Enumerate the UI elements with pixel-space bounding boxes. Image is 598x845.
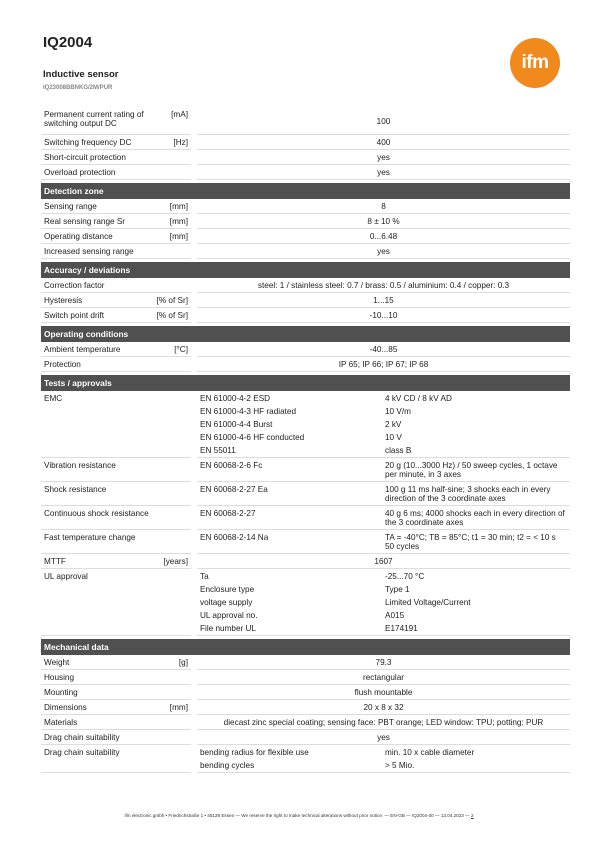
- spec-label: Hysteresis: [44, 296, 83, 305]
- spec-row: [41, 151, 570, 166]
- spec-value: 100: [197, 108, 570, 135]
- spec-unit: [mA]: [171, 110, 188, 119]
- spec-label: Mounting: [44, 688, 78, 697]
- spec-row: [41, 230, 570, 245]
- spec-unit: [Hz]: [173, 138, 188, 147]
- spec-value: 400: [197, 136, 570, 150]
- spec-row: [41, 200, 570, 215]
- emc-value: 10 V/m: [385, 407, 411, 416]
- spec-label: Dimensions: [44, 703, 87, 712]
- test-std: EN 60068-2-27: [200, 509, 256, 518]
- spec-row-ul: [41, 570, 570, 637]
- test-std: EN 60068-2-27 Ea: [200, 485, 268, 494]
- footer-text: ifm electronic gmbh • Friedrichstraße 1 • 45128 Essen — We reserve the right to make technical alterations without prior notice. — EN-GB — IQ2004-00 — 13.04.2023 —: [124, 813, 470, 818]
- spec-row: [41, 166, 570, 181]
- section-operating-conditions: Operating conditions: [41, 326, 570, 342]
- spec-label: Real sensing range Sr: [44, 217, 126, 226]
- section-mechanical-data: Mechanical data: [41, 639, 570, 655]
- spec-unit: [mm]: [169, 217, 188, 226]
- spec-label: MTTF: [44, 557, 66, 566]
- spec-label: Switch point drift: [44, 311, 105, 320]
- emc-value: 4 kV CD / 8 kV AD: [385, 394, 452, 403]
- drag-value: min. 10 x cable diameter: [385, 748, 475, 757]
- spec-row-emc: [41, 392, 570, 459]
- ul-std: Enclosure type: [200, 585, 255, 594]
- spec-row: [41, 279, 570, 294]
- product-subtitle: Inductive sensor: [43, 69, 119, 80]
- ul-value: -25...70 °C: [385, 572, 425, 581]
- ifm-logo: [510, 38, 560, 88]
- spec-row: [41, 656, 570, 671]
- article-number: IQ23008BBNKG/2M/PUR: [43, 85, 113, 91]
- spec-row: [41, 686, 570, 701]
- spec-label: Vibration resistance: [44, 461, 116, 470]
- spec-label: Correction factor: [44, 281, 105, 290]
- spec-label: Increased sensing range: [44, 247, 134, 256]
- test-std: EN 60068-2-6 Fc: [200, 461, 263, 470]
- product-title: IQ2004: [43, 34, 93, 51]
- spec-label: Drag chain suitability: [44, 748, 120, 757]
- spec-label: Housing: [44, 673, 75, 682]
- ul-value: Limited Voltage/Current: [385, 598, 471, 607]
- spec-value: 8: [197, 200, 570, 214]
- spec-value: 1607: [197, 555, 570, 569]
- spec-table: [41, 108, 570, 774]
- spec-row: [41, 716, 570, 731]
- page-number-link[interactable]: 2: [471, 813, 474, 818]
- spec-value: 0...6.48: [197, 230, 570, 244]
- spec-label: Weight: [44, 658, 70, 667]
- spec-row: [41, 459, 570, 483]
- emc-std: EN 61000-4-6 HF conducted: [200, 433, 305, 442]
- spec-label: Switching frequency DC: [44, 138, 132, 147]
- spec-unit: [% of Sr]: [156, 296, 188, 305]
- section-tests-approvals: Tests / approvals: [41, 375, 570, 391]
- ul-std: File number UL: [200, 624, 256, 633]
- ul-value: Type 1: [385, 585, 410, 594]
- spec-value: IP 65; IP 66; IP 67; IP 68: [197, 358, 570, 372]
- spec-label: Fast temperature change: [44, 533, 136, 542]
- spec-value: 79.3: [197, 656, 570, 670]
- logo-text: ifm: [521, 52, 549, 73]
- emc-value: class B: [385, 446, 412, 455]
- spec-label: Ambient temperature: [44, 345, 121, 354]
- spec-value: 1...15: [197, 294, 570, 308]
- test-value: 40 g 6 ms; 4000 shocks each in every direction of the 3 coordinate axes: [385, 509, 565, 527]
- ul-value: A015: [385, 611, 405, 620]
- spec-row: [41, 294, 570, 309]
- spec-row-drag-chain: [41, 746, 570, 774]
- test-value: 20 g (10...3000 Hz) / 50 sweep cycles, 1 octave per minute, in 3 axes: [385, 461, 558, 479]
- spec-unit: [mm]: [169, 703, 188, 712]
- spec-value: yes: [197, 166, 570, 180]
- drag-value: > 5 Mio.: [385, 761, 415, 770]
- spec-row: [41, 507, 570, 531]
- spec-row: [41, 108, 570, 136]
- test-value: TA = -40°C; TB = 85°C; t1 = 30 min; t2 = < 10 s 50 cycles: [385, 533, 556, 551]
- spec-label: Permanent current rating of switching output DC: [44, 110, 144, 128]
- spec-label: Continuous shock resistance: [44, 509, 149, 518]
- spec-row: [41, 136, 570, 151]
- spec-value: 8 ± 10 %: [197, 215, 570, 229]
- emc-std: EN 61000-4-4 Burst: [200, 420, 273, 429]
- emc-std: EN 61000-4-3 HF radiated: [200, 407, 297, 416]
- emc-std: EN 61000-4-2 ESD: [200, 394, 271, 403]
- spec-label: Operating distance: [44, 232, 113, 241]
- spec-value: rectangular: [197, 671, 570, 685]
- spec-row: [41, 245, 570, 260]
- spec-value: -40...85: [197, 343, 570, 357]
- spec-row: [41, 215, 570, 230]
- spec-label: Sensing range: [44, 202, 97, 211]
- section-accuracy: Accuracy / deviations: [41, 262, 570, 278]
- spec-value: 20 x 8 x 32: [197, 701, 570, 715]
- spec-label: Short-circuit protection: [44, 153, 126, 162]
- spec-value: diecast zinc special coating; sensing face: PBT orange; LED window: TPU; potting: PUR: [197, 716, 570, 730]
- test-value: 100 g 11 ms half-sine; 3 shocks each in every direction of the 3 coordinate axes: [385, 485, 551, 503]
- spec-row: [41, 671, 570, 686]
- spec-unit: [mm]: [169, 202, 188, 211]
- emc-std: EN 55011: [200, 446, 236, 455]
- test-std: EN 60068-2-14 Na: [200, 533, 269, 542]
- ul-std: UL approval no.: [200, 611, 258, 620]
- spec-label: Drag chain suitability: [44, 733, 120, 742]
- spec-unit: [% of Sr]: [156, 311, 188, 320]
- spec-value: yes: [197, 731, 570, 745]
- spec-value: flush mountable: [197, 686, 570, 700]
- spec-value: steel: 1 / stainless steel: 0.7 / brass: 0.5 / aluminium: 0.4 / copper: 0.3: [197, 279, 570, 293]
- page-footer: [0, 813, 598, 818]
- spec-unit: [mm]: [169, 232, 188, 241]
- ul-std: voltage supply: [200, 598, 253, 607]
- spec-value: yes: [197, 151, 570, 165]
- emc-value: 10 V: [385, 433, 402, 442]
- spec-label: Materials: [44, 718, 78, 727]
- spec-unit: [°C]: [174, 345, 188, 354]
- spec-unit: [years]: [163, 557, 188, 566]
- spec-row: [41, 731, 570, 746]
- drag-std: bending cycles: [200, 761, 255, 770]
- spec-row: [41, 483, 570, 507]
- spec-row: [41, 531, 570, 555]
- ul-std: Ta: [200, 572, 209, 581]
- emc-value: 2 kV: [385, 420, 402, 429]
- section-detection-zone: Detection zone: [41, 183, 570, 199]
- spec-label: Overload protection: [44, 168, 116, 177]
- spec-row: [41, 343, 570, 358]
- ul-value: E174191: [385, 624, 418, 633]
- spec-row: [41, 309, 570, 324]
- spec-value: -10...10: [197, 309, 570, 323]
- spec-row: [41, 555, 570, 570]
- spec-label: EMC: [44, 394, 63, 403]
- spec-label: Shock resistance: [44, 485, 107, 494]
- spec-label: UL approval: [44, 572, 88, 581]
- spec-row: [41, 701, 570, 716]
- drag-std: bending radius for flexible use: [200, 748, 309, 757]
- spec-label: Protection: [44, 360, 81, 369]
- spec-value: yes: [197, 245, 570, 259]
- spec-row: [41, 358, 570, 373]
- spec-unit: [g]: [178, 658, 188, 667]
